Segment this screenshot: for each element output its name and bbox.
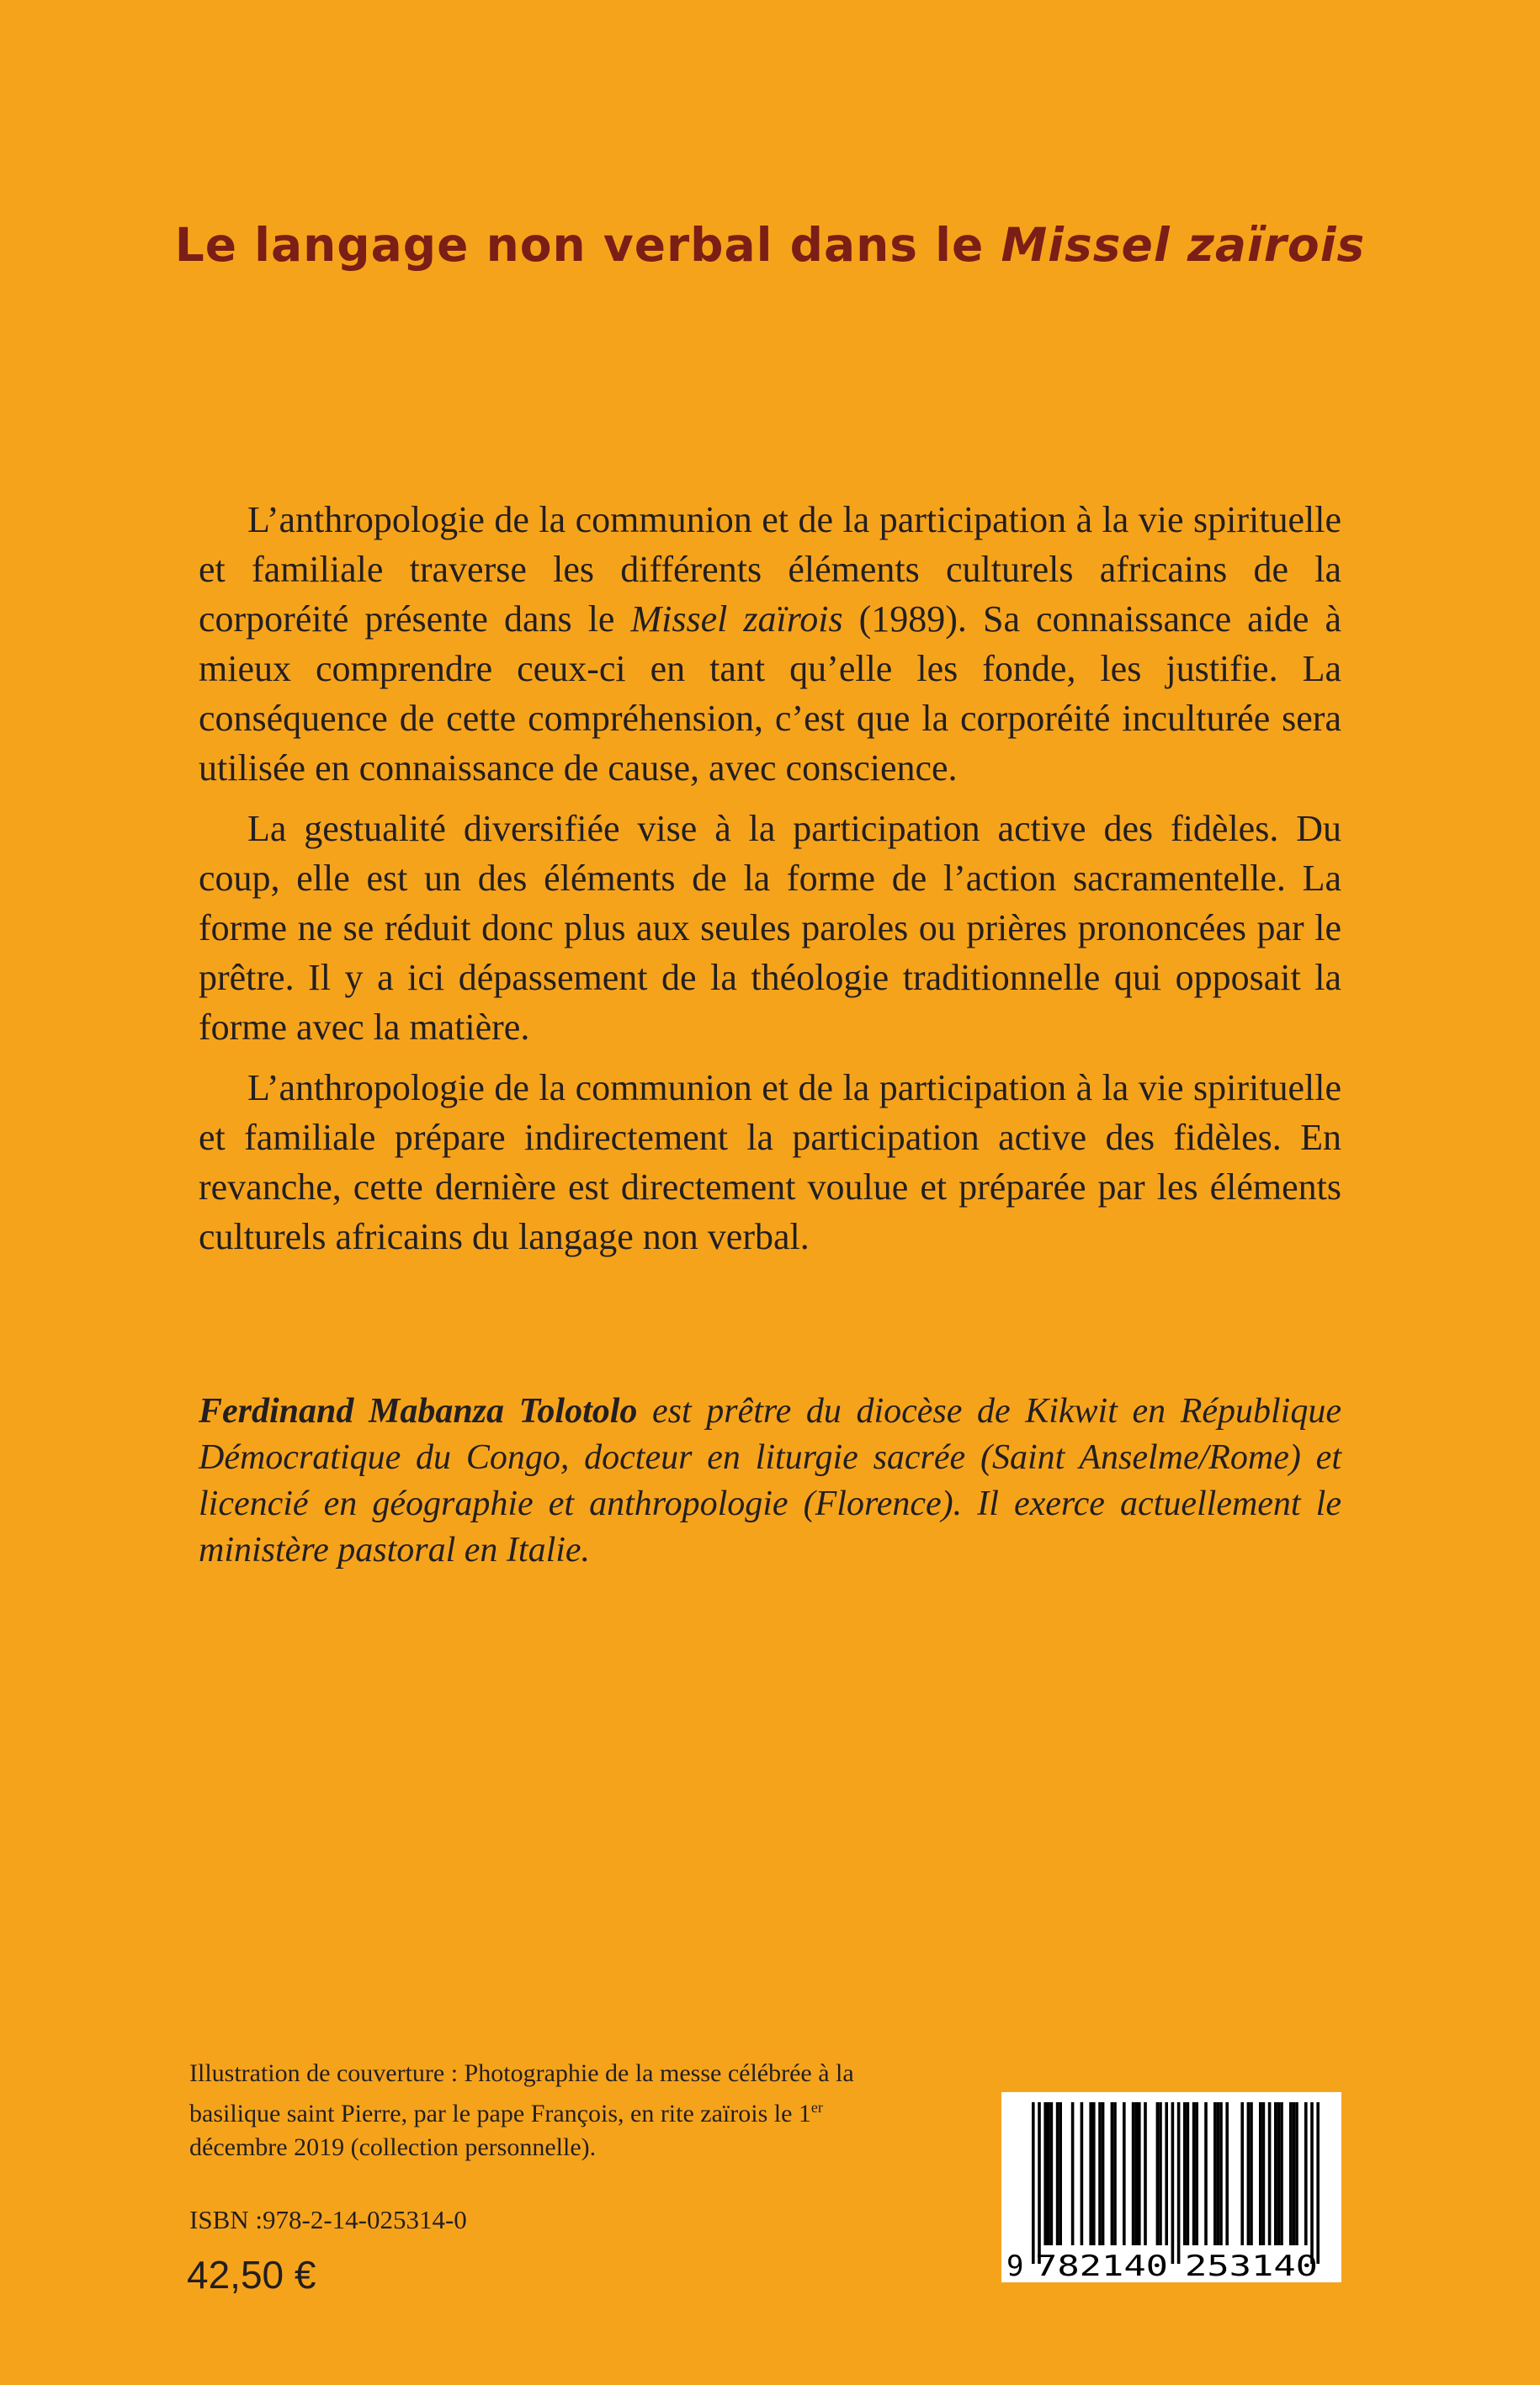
barcode-left-digits: 782140: [1035, 2250, 1168, 2282]
barcode-bar: [1071, 2102, 1075, 2245]
back-cover-blurb: [199, 495, 1341, 1272]
barcode-bar: [1043, 2102, 1047, 2245]
barcode-bar: [1156, 2102, 1160, 2245]
barcode-first-digit: 9: [1006, 2250, 1024, 2282]
title-main: Le langage non verbal dans le: [174, 217, 1001, 272]
barcode-bar: [1123, 2102, 1126, 2245]
book-title: [0, 218, 1540, 272]
author-bio-text: est prêtre du diocèse de Kikwit en République Démocratique du Congo, docteur en liturgie sacrée (Saint Anselme/Rome) et licencié en géographie et anthropologie (Florence). Il exerce actuellement le ministère pastoral en Italie.: [199, 1392, 1341, 1570]
barcode-bar: [1316, 2102, 1320, 2264]
barcode-bar: [1183, 2102, 1187, 2245]
barcode-bar: [1111, 2102, 1114, 2245]
barcode-bar: [1262, 2102, 1266, 2245]
author-name: Ferdinand Mabanza Tolotolo: [199, 1392, 638, 1431]
barcode-bar: [1047, 2102, 1050, 2245]
barcode-bars: [1032, 2102, 1320, 2264]
barcode-graphic: [1001, 2092, 1341, 2282]
isbn: ISBN :978-2-14-025314-0: [189, 2205, 467, 2234]
barcode-bar: [1089, 2102, 1092, 2245]
barcode-bar: [1187, 2102, 1190, 2245]
barcode-bar: [1138, 2102, 1141, 2245]
barcode-bar: [1304, 2102, 1308, 2245]
barcode-bar: [1289, 2102, 1293, 2245]
barcode-bar: [1250, 2102, 1253, 2245]
barcode-bar: [1204, 2102, 1208, 2245]
blurb-p1-text-a: L’anthropologie de la communion et de la participation à la vie spirituelle et familiale traverse les différents éléments culturels africains de la corporéité présente dans le: [199, 499, 1341, 640]
barcode-bar: [1240, 2102, 1244, 2245]
credits-text-b: décembre 2019 (collection personnelle).: [189, 2133, 597, 2161]
author-bio: [199, 1389, 1341, 1574]
barcode-bar: [1132, 2102, 1135, 2245]
barcode-bar: [1159, 2102, 1162, 2245]
blurb-paragraph-1: [199, 495, 1341, 793]
barcode: [1001, 2092, 1341, 2282]
price: 42,50 €: [187, 2253, 316, 2297]
barcode-bar: [1310, 2102, 1314, 2264]
barcode-bar: [1134, 2102, 1138, 2245]
barcode-bar: [1056, 2102, 1059, 2245]
barcode-bar: [1165, 2102, 1168, 2245]
barcode-bar: [1081, 2102, 1084, 2245]
barcode-bar: [1277, 2102, 1281, 2245]
barcode-bar: [1050, 2102, 1054, 2245]
barcode-bar: [1268, 2102, 1272, 2245]
barcode-bar: [1038, 2102, 1041, 2264]
title-italic: Missel zaïrois: [1001, 217, 1366, 272]
barcode-bar: [1219, 2102, 1223, 2245]
cover-credits: [189, 2057, 879, 2165]
barcode-bar: [1247, 2102, 1251, 2245]
blurb-p1-text-b: (1989). Sa connaissance aide à mieux comprendre ceux-ci en tant qu’elle les fonde, les justifie. La conséquence de cette compréhension, c’est que la corporéité inculturée sera utilisée en connaissance de cause, avec conscience.: [199, 598, 1342, 789]
barcode-bar: [1225, 2102, 1229, 2245]
barcode-bar: [1032, 2102, 1035, 2264]
barcode-bar: [1098, 2102, 1102, 2245]
blurb-paragraph-3: L’anthropologie de la communion et de la participation à la vie spirituelle et familiale prépare indirectement la participation active des fidèles. En revanche, cette dernière est directement voulue et préparée par les éléments culturels africains du langage non verbal.: [199, 1067, 1341, 1257]
barcode-bar: [1092, 2102, 1096, 2245]
barcode-bar: [1195, 2102, 1198, 2245]
barcode-bar: [1295, 2102, 1298, 2245]
barcode-bar: [1213, 2102, 1217, 2245]
barcode-right-digits: 253140: [1185, 2250, 1318, 2282]
barcode-bar: [1259, 2102, 1262, 2245]
barcode-bar: [1274, 2102, 1277, 2245]
barcode-bar: [1192, 2102, 1196, 2245]
barcode-bar: [1171, 2102, 1175, 2264]
barcode-bar: [1113, 2102, 1117, 2245]
barcode-bar: [1280, 2102, 1283, 2245]
barcode-bar: [1144, 2102, 1147, 2245]
barcode-bar: [1102, 2102, 1105, 2245]
credits-sup: er: [810, 2099, 823, 2116]
barcode-bar: [1177, 2102, 1181, 2264]
barcode-bar: [1059, 2102, 1062, 2245]
barcode-bar: [1293, 2102, 1296, 2245]
barcode-bar: [1217, 2102, 1220, 2245]
blurb-p1-italic: Missel zaïrois: [630, 598, 843, 640]
credits-text-a: Illustration de couverture : Photographie de la messe célébrée à la basilique saint Pierre, par le pape François, en rite zaïrois le 1: [189, 2059, 854, 2127]
blurb-paragraph-2: La gestualité diversifiée vise à la participation active des fidèles. Du coup, elle est un des éléments de la forme de l’action sacramentelle. La forme ne se réduit donc plus aux seules paroles ou prières prononcées par le prêtre. Il y a ici dépassement de la théologie traditionnelle qui opposait la forme avec la matière.: [199, 808, 1341, 1048]
